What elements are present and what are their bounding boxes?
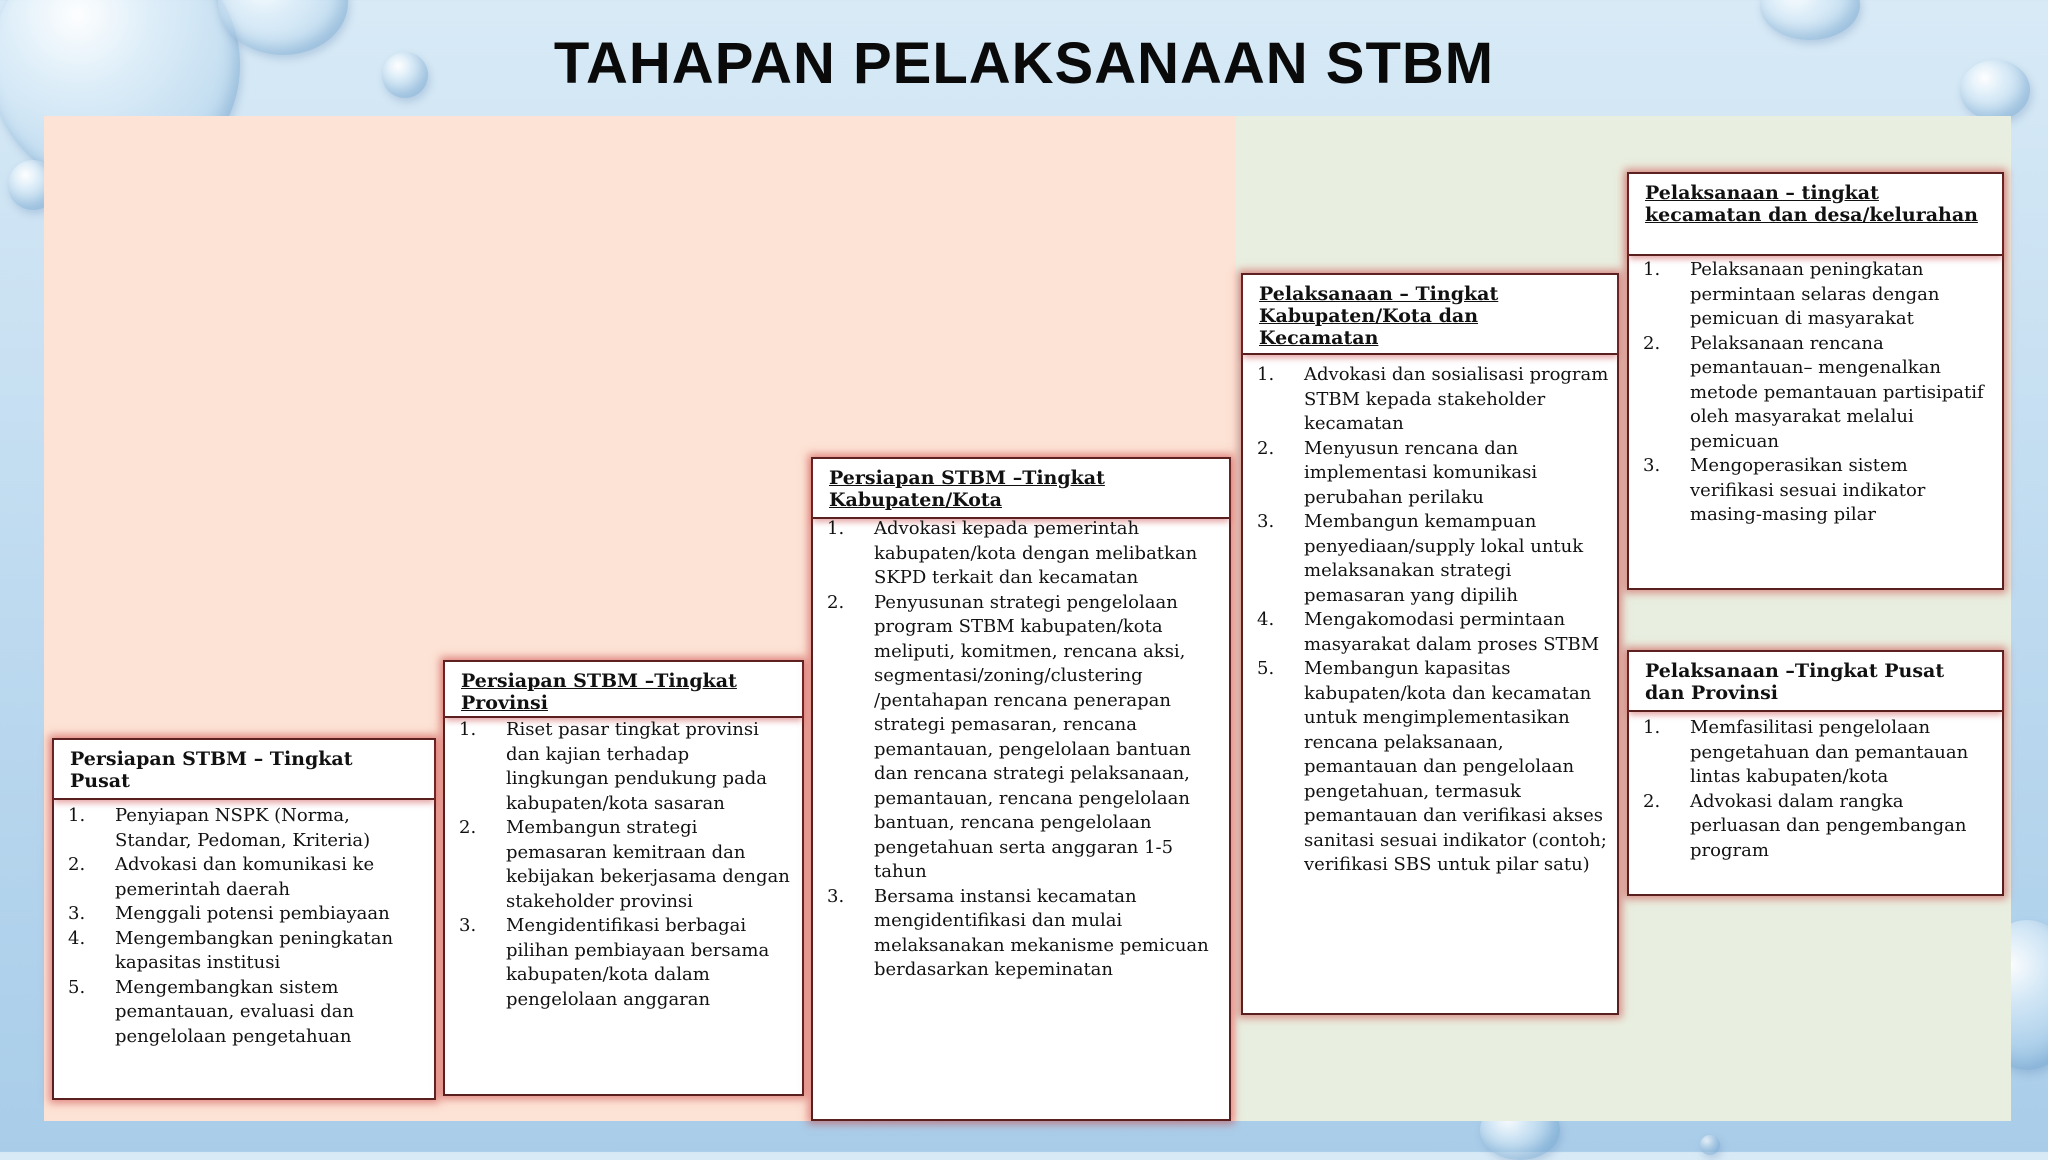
- box-item-list: [1643, 258, 1994, 528]
- list-item: 2. Menyusun rencana dan implementasi komunikasi perubahan perilaku: [1257, 437, 1538, 508]
- box-item-list: [459, 718, 794, 1012]
- list-item: 1. Penyiapan NSPK (Norma, Standar, Pedoman, Kriteria): [68, 805, 371, 851]
- box-persiapan-kabupaten-kota: [811, 457, 1231, 1121]
- water-drop-decoration: [1700, 1135, 1720, 1155]
- list-item: 2. Advokasi dan komunikasi ke pemerintah daerah: [68, 854, 375, 900]
- box-pelaksanaan-pusat-provinsi: [1627, 650, 2004, 896]
- page-title: TAHAPAN PELAKSANAAN STBM: [553, 31, 1495, 96]
- list-item: 1. Pelaksanaan peningkatan permintaan selaras dengan pemicuan di masyarakat: [1643, 259, 1940, 329]
- box-header: Pelaksanaan – Tingkat Kabupaten/Kota dan Kecamatan: [1243, 275, 1617, 355]
- list-item: 1. Advokasi dan sosialisasi program STBM kepada stakeholder kecamatan: [1257, 364, 1609, 434]
- list-item: 3. Bersama instansi kecamatan mengidentifikasi dan mulai melaksanakan mekanisme pemicuan berdasarkan kepeminatan: [827, 885, 1209, 980]
- box-item-list: [68, 804, 426, 1049]
- list-item: 3. Mengoperasikan sistem verifikasi sesuai indikator masing-masing pilar: [1643, 455, 1926, 525]
- list-item: 1. Advokasi kepada pemerintah kabupaten/kota dengan melibatkan SKPD terkait dan kecamatan: [827, 518, 1198, 588]
- box-header: Pelaksanaan –Tingkat Pusat dan Provinsi: [1629, 652, 2002, 712]
- list-item: 3. Membangun kemampuan penyediaan/supply lokal untuk melaksanakan strategi pemasaran yang dipilih: [1257, 511, 1584, 606]
- list-item: 1. Memfasilitasi pengelolaan pengetahuan dan pemantauan lintas kabupaten/kota: [1643, 717, 1969, 787]
- list-item: 2. Penyusunan strategi pengelolaan program STBM kabupaten/kota meliputi, komitmen, rencana aksi, segmentasi/zoning/clustering /pentahapan rencana penerapan strategi pemasaran, rencana pemantauan, pengelolaan bantuan dan rencana strategi pelaksanaan, pemantauan, rencana pengelolaan bantuan, rencana pengelolaan pengetahuan serta anggaran 1-5 tahun: [827, 591, 1191, 882]
- box-item-list: [1257, 363, 1609, 878]
- list-item: 2. Advokasi dalam rangka perluasan dan pengembangan program: [1643, 790, 1967, 861]
- list-item: 5. Membangun kapasitas kabupaten/kota dan kecamatan untuk mengimplementasikan rencana pelaksanaan, pemantauan dan pengelolaan pengetahuan, termasuk pemantauan dan verifikasi akses sanitasi sesuai indikator (contoh; verifikasi SBS untuk pilar satu): [1257, 658, 1607, 875]
- box-persiapan-pusat: [52, 738, 436, 1100]
- box-pelaksanaan-kabupaten-kecamatan: [1241, 273, 1619, 1015]
- list-item: 2. Pelaksanaan rencana pemantauan– mengenalkan metode pemantauan partisipatif oleh masyarakat melalui pemicuan: [1643, 332, 1984, 452]
- list-item: 1. Riset pasar tingkat provinsi dan kajian terhadap lingkungan pendukung pada kabupaten/kota sasaran: [459, 719, 768, 814]
- box-header: Persiapan STBM – Tingkat Pusat: [54, 740, 434, 800]
- box-header: Persiapan STBM –Tingkat Kabupaten/Kota: [813, 459, 1229, 519]
- list-item: 2. Membangun strategi pemasaran kemitraan dan kebijakan bekerjasama dengan stakeholder provinsi: [459, 817, 790, 912]
- box-item-list: [1643, 716, 1994, 863]
- box-item-list: [827, 517, 1221, 983]
- list-item: 4. Mengakomodasi permintaan masyarakat dalam proses STBM: [1257, 609, 1600, 655]
- list-item: 3. Menggali potensi pembiayaan: [68, 903, 390, 924]
- box-pelaksanaan-kecamatan-desa: [1627, 172, 2004, 590]
- box-header: Pelaksanaan – tingkat kecamatan dan desa/kelurahan: [1629, 174, 2002, 256]
- list-item: 3. Mengidentifikasi berbagai pilihan pembiayaan bersama kabupaten/kota dalam pengelolaan anggaran: [459, 915, 770, 1010]
- list-item: 5. Mengembangkan sistem pemantauan, evaluasi dan pengelolaan pengetahuan: [68, 976, 355, 1047]
- box-persiapan-provinsi: [443, 660, 804, 1096]
- list-item: 4. Mengembangkan peningkatan kapasitas institusi: [68, 927, 394, 973]
- box-header: Persiapan STBM –Tingkat Provinsi: [445, 662, 802, 718]
